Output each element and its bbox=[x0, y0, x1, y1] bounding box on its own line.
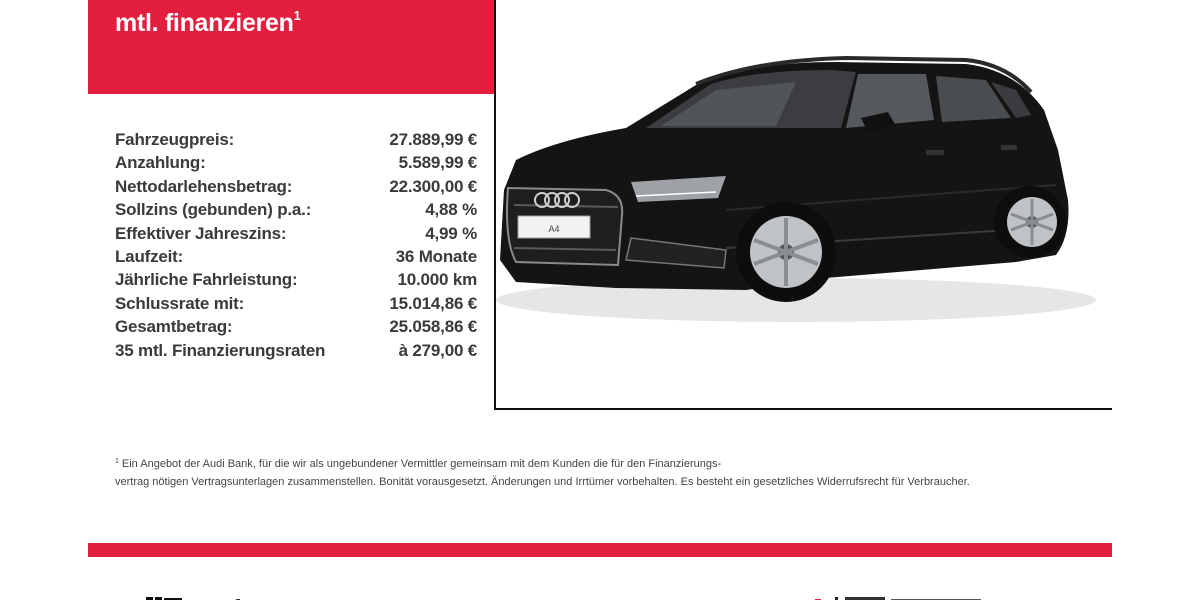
spec-label: Effektiver Jahreszins: bbox=[115, 223, 287, 243]
footnote-text: Ein Angebot der Audi Bank, für die wir als ungebundener Vermittler gemeinsam mit dem Kunden die für den Finanzierungs- bbox=[121, 458, 722, 470]
spec-value: 22.300,00 € bbox=[389, 176, 477, 196]
spec-row bbox=[115, 268, 477, 291]
spec-label: Anzahlung: bbox=[115, 153, 206, 173]
spec-label: Nettodarlehensbetrag: bbox=[115, 176, 293, 196]
brand-logo-icon bbox=[815, 593, 995, 600]
spec-row bbox=[115, 339, 477, 362]
spec-row bbox=[115, 175, 477, 198]
spec-label: Sollzins (gebunden) p.a.: bbox=[115, 200, 312, 220]
offer-header bbox=[88, 0, 494, 94]
footnote-line: vertrag nötigen Vertragsunterlagen zusammenstellen. Bonität vorausgesetzt. Änderungen und Irrtümer vorbehalten. Es besteht ein gesetzliches Widerrufsrecht für Verbraucher. bbox=[115, 476, 970, 488]
car-image-frame bbox=[494, 0, 1112, 410]
footnote-marker: 1 bbox=[293, 7, 301, 23]
financing-spec-list bbox=[115, 128, 477, 362]
spec-value: 36 Monate bbox=[395, 246, 477, 266]
spec-value: 5.589,99 € bbox=[398, 153, 477, 173]
spec-value: 4,99 % bbox=[425, 223, 477, 243]
dealer-logo-icon bbox=[142, 593, 252, 600]
dealer-logo bbox=[142, 590, 252, 600]
spec-row bbox=[115, 222, 477, 245]
offer-title bbox=[115, 9, 301, 38]
spec-value: 15.014,86 € bbox=[389, 293, 477, 313]
spec-label: Jährliche Fahrleistung: bbox=[115, 270, 298, 290]
spec-row bbox=[115, 198, 477, 221]
spec-value: 4,88 % bbox=[425, 200, 477, 220]
car-image bbox=[496, 0, 1112, 410]
spec-label: Gesamtbetrag: bbox=[115, 317, 233, 337]
spec-value: à 279,00 € bbox=[398, 340, 477, 360]
spec-row bbox=[115, 315, 477, 338]
plate-text: A4 bbox=[548, 224, 560, 234]
footnote-line bbox=[115, 456, 1015, 474]
spec-row bbox=[115, 292, 477, 315]
accent-divider bbox=[88, 543, 1112, 557]
spec-label: Schlussrate mit: bbox=[115, 293, 245, 313]
brand-logo bbox=[815, 590, 995, 600]
spec-value: 25.058,86 € bbox=[389, 317, 477, 337]
spec-value: 27.889,99 € bbox=[389, 130, 477, 149]
spec-label: Laufzeit: bbox=[115, 246, 184, 266]
spec-row bbox=[115, 128, 477, 151]
footnote-mark: 1 bbox=[115, 458, 119, 465]
spec-label: 35 mtl. Finanzierungsraten bbox=[115, 340, 326, 360]
offer-title-text: mtl. finanzieren bbox=[115, 9, 294, 37]
spec-row bbox=[115, 151, 477, 174]
legal-footnote bbox=[115, 456, 1015, 490]
spec-value: 10.000 km bbox=[397, 270, 477, 290]
spec-label: Fahrzeugpreis: bbox=[115, 130, 235, 149]
spec-row bbox=[115, 245, 477, 268]
